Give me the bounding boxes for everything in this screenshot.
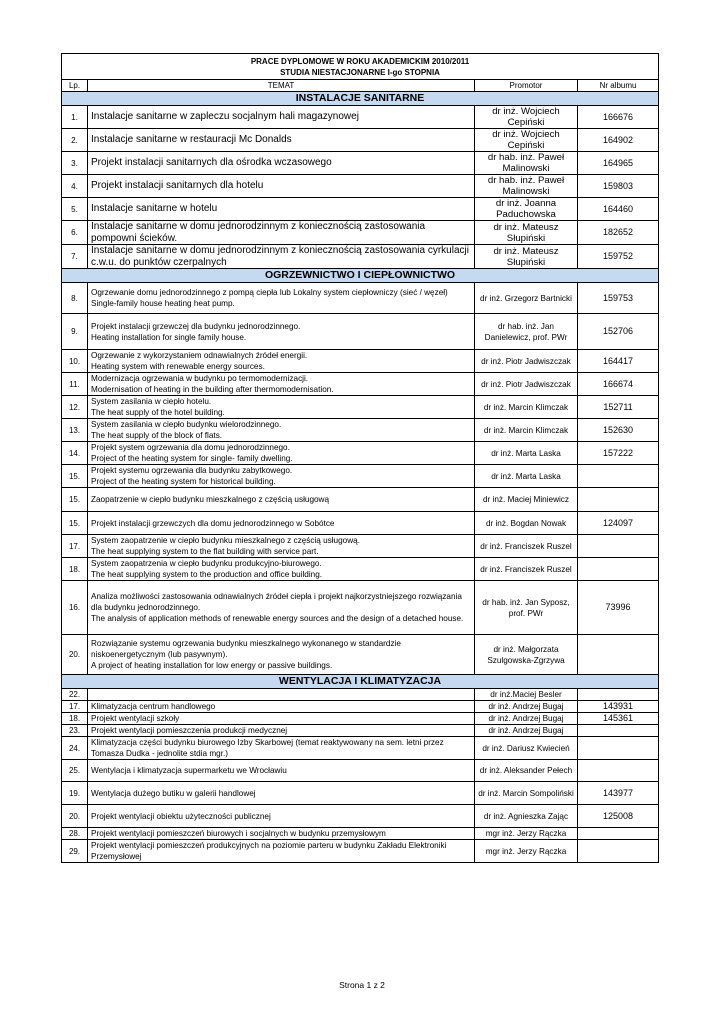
table-row <box>62 373 659 396</box>
cell-album <box>578 725 659 737</box>
cell-lp: 14. <box>62 442 88 465</box>
cell-topic: System zaopatrzenia w ciepło budynku produkcyjno-biurowego. The heat supplying system to the production and office building. <box>88 558 475 581</box>
table-row <box>62 840 659 863</box>
cell-album <box>578 737 659 760</box>
cell-topic: Instalacje sanitarne w zapleczu socjalnym hali magazynowej <box>88 106 475 129</box>
cell-promoter: dr inż. Joanna Paduchowska <box>475 198 578 221</box>
table-row <box>62 635 659 675</box>
table-row <box>62 198 659 221</box>
cell-topic: Projekt wentylacji pomieszczeń biurowych i socjalnych w budynku przemysłowym <box>88 828 475 840</box>
cell-lp: 25. <box>62 760 88 782</box>
table-row <box>62 689 659 701</box>
cell-lp: 22. <box>62 689 88 701</box>
cell-album: 159753 <box>578 283 659 314</box>
cell-album <box>578 558 659 581</box>
cell-promoter: dr inż. Franciszek Ruszel <box>475 558 578 581</box>
table-row <box>62 106 659 129</box>
cell-lp: 19. <box>62 782 88 805</box>
column-header-lp: Lp. <box>62 80 88 92</box>
cell-lp: 28. <box>62 828 88 840</box>
cell-lp: 20. <box>62 805 88 828</box>
table-row <box>62 701 659 713</box>
cell-lp: 5. <box>62 198 88 221</box>
cell-album <box>578 488 659 512</box>
cell-promoter: dr inż. Marcin Klimczak <box>475 419 578 442</box>
cell-topic: Projekt instalacji grzewczych dla domu jednorodzinnego w Sobótce <box>88 512 475 535</box>
table-row <box>62 760 659 782</box>
cell-album <box>578 635 659 675</box>
cell-topic: Klimatyzacja centrum handlowego <box>88 701 475 713</box>
section-title: WENTYLACJA I KLIMATYZACJA <box>62 675 659 689</box>
cell-promoter: dr hab. inż. Jan Syposz, prof. PWr <box>475 581 578 635</box>
cell-album: 145361 <box>578 713 659 725</box>
cell-promoter: dr hab. inż. Paweł Malinowski <box>475 175 578 198</box>
table-row <box>62 558 659 581</box>
table-row <box>62 175 659 198</box>
cell-lp: 23. <box>62 725 88 737</box>
cell-topic: Projekt instalacji sanitarnych dla hotelu <box>88 175 475 198</box>
cell-topic: Rozwiązanie systemu ogrzewania budynku mieszkalnego wykonanego w standardzie niskoenergetycznym (lub pasywnym). A project of heating installation for low energy or passive buildings. <box>88 635 475 675</box>
table-row <box>62 221 659 245</box>
cell-album <box>578 465 659 488</box>
cell-promoter: dr inż. Aleksander Pełech <box>475 760 578 782</box>
table-row <box>62 283 659 314</box>
table-row <box>62 535 659 558</box>
cell-lp: 15. <box>62 488 88 512</box>
cell-promoter: dr inż. Piotr Jadwiszczak <box>475 350 578 373</box>
cell-topic: Instalacje sanitarne w restauracji Mc Donalds <box>88 129 475 152</box>
cell-topic: Modernizacja ogrzewania w budynku po termomodernizacji. Modernisation of heating in the building after thermomodernisation. <box>88 373 475 396</box>
cell-album <box>578 760 659 782</box>
cell-promoter: dr inż. Wojciech Cepiński <box>475 129 578 152</box>
cell-topic: Instalacje sanitarne w hotelu <box>88 198 475 221</box>
cell-lp: 1. <box>62 106 88 129</box>
cell-lp: 24. <box>62 737 88 760</box>
section-header <box>62 269 659 283</box>
cell-promoter: dr inż. Marcin Sompoliński <box>475 782 578 805</box>
section-title: INSTALACJE SANITARNE <box>62 92 659 106</box>
document-subtitle: STUDIA NIESTACJONARNE I-go STOPNIA <box>62 67 659 80</box>
document-title: PRACE DYPLOMOWE W ROKU AKADEMICKIM 2010/2011 <box>62 54 659 68</box>
cell-album: 159752 <box>578 245 659 269</box>
column-header-promoter: Promotor <box>475 80 578 92</box>
table-row <box>62 396 659 419</box>
cell-album: 143977 <box>578 782 659 805</box>
cell-topic: Wentylacja i klimatyzacja supermarketu we Wrocławiu <box>88 760 475 782</box>
cell-topic: System zasilania w ciepło hotelu. The heat supply of the hotel building. <box>88 396 475 419</box>
cell-promoter: mgr inż. Jerzy Rączka <box>475 840 578 863</box>
cell-album: 166674 <box>578 373 659 396</box>
cell-promoter: mgr inż. Jerzy Rączka <box>475 828 578 840</box>
cell-promoter: dr inż. Wojciech Cepiński <box>475 106 578 129</box>
section-header <box>62 675 659 689</box>
table-row <box>62 465 659 488</box>
cell-promoter: dr inż. Andrzej Bugaj <box>475 713 578 725</box>
cell-promoter: dr inż. Marcin Klimczak <box>475 396 578 419</box>
cell-lp: 18. <box>62 713 88 725</box>
cell-album: 157222 <box>578 442 659 465</box>
table-row <box>62 512 659 535</box>
table-row <box>62 245 659 269</box>
cell-topic: Projekt wentylacji szkoły <box>88 713 475 725</box>
table-row <box>62 805 659 828</box>
cell-album: 164902 <box>578 129 659 152</box>
cell-topic: Projekt wentylacji obiektu użyteczności publicznej <box>88 805 475 828</box>
cell-lp: 18. <box>62 558 88 581</box>
cell-topic: Ogrzewanie z wykorzystaniem odnawialnych źródeł energii. Heating system with renewable energy sources. <box>88 350 475 373</box>
table-row <box>62 152 659 175</box>
cell-topic: Ogrzewanie domu jednorodzinnego z pompą ciepła lub Lokalny system ciepłowniczy (sieć / węzeł) Single-family house heating heat pump. <box>88 283 475 314</box>
cell-topic: Projekt wentylacji pomieszczenia produkcji medycznej <box>88 725 475 737</box>
cell-lp: 15. <box>62 465 88 488</box>
cell-lp: 6. <box>62 221 88 245</box>
cell-promoter: dr inż. Agnieszka Zając <box>475 805 578 828</box>
cell-topic: Wentylacja dużego butiku w galerii handlowej <box>88 782 475 805</box>
cell-promoter: dr inż. Andrzej Bugaj <box>475 725 578 737</box>
cell-topic: Projekt wentylacji pomieszczeń produkcyjnych na poziomie parteru w budynku Zakładu Elektroniki Przemysłowej <box>88 840 475 863</box>
table-row <box>62 314 659 350</box>
cell-promoter: dr inż. Maciej Miniewicz <box>475 488 578 512</box>
page-footer: Strona 1 z 2 <box>339 980 385 990</box>
cell-album <box>578 840 659 863</box>
cell-album: 124097 <box>578 512 659 535</box>
cell-lp: 9. <box>62 314 88 350</box>
cell-album: 159803 <box>578 175 659 198</box>
thesis-table <box>61 53 659 863</box>
cell-topic: Projekt instalacji grzewczej dla budynku jednorodzinnego. Heating installation for single family house. <box>88 314 475 350</box>
cell-topic: Klimatyzacja części budynku biurowego Izby Skarbowej (temat reaktywowany na sem. letni przez Tomasza Dudka - jednolite stdia mgr.) <box>88 737 475 760</box>
cell-album: 152706 <box>578 314 659 350</box>
cell-topic: Projekt systemu ogrzewania dla budynku zabytkowego. Project of the heating system for historical building. <box>88 465 475 488</box>
cell-promoter: dr inż. Marta Laska <box>475 442 578 465</box>
table-row <box>62 581 659 635</box>
cell-promoter: dr inż. Mateusz Słupiński <box>475 221 578 245</box>
table-row <box>62 442 659 465</box>
cell-topic: System zasilania w ciepło budynku wielorodzinnego. The heat supply of the block of flats. <box>88 419 475 442</box>
cell-lp: 2. <box>62 129 88 152</box>
cell-promoter: dr inż. Małgorzata Szulgowska-Zgrzywa <box>475 635 578 675</box>
table-header <box>62 80 659 92</box>
table-row <box>62 488 659 512</box>
cell-album: 152711 <box>578 396 659 419</box>
cell-album: 125008 <box>578 805 659 828</box>
cell-promoter: dr inż.Maciej Besler <box>475 689 578 701</box>
cell-promoter: dr inż. Mateusz Słupiński <box>475 245 578 269</box>
cell-album: 166676 <box>578 106 659 129</box>
cell-album: 164417 <box>578 350 659 373</box>
cell-lp: 17. <box>62 701 88 713</box>
cell-topic: Projekt instalacji sanitarnych dla ośrodka wczasowego <box>88 152 475 175</box>
cell-promoter: dr hab. inż. Paweł Malinowski <box>475 152 578 175</box>
cell-promoter: dr inż. Grzegorz Bartnicki <box>475 283 578 314</box>
section-title: OGRZEWNICTWO I CIEPŁOWNICTWO <box>62 269 659 283</box>
cell-promoter: dr inż. Bogdan Nowak <box>475 512 578 535</box>
table-row <box>62 828 659 840</box>
cell-album <box>578 828 659 840</box>
cell-lp: 16. <box>62 581 88 635</box>
column-header-album: Nr albumu <box>578 80 659 92</box>
cell-lp: 3. <box>62 152 88 175</box>
cell-lp: 17. <box>62 535 88 558</box>
cell-promoter: dr inż. Franciszek Ruszel <box>475 535 578 558</box>
thesis-table-sheet <box>61 53 658 863</box>
table-row <box>62 737 659 760</box>
cell-lp: 10. <box>62 350 88 373</box>
table-row <box>62 350 659 373</box>
cell-lp: 13. <box>62 419 88 442</box>
cell-lp: 7. <box>62 245 88 269</box>
cell-album <box>578 535 659 558</box>
cell-topic: System zaopatrzenie w ciepło budynku mieszkalnego z częścią usługową. The heat supplying system to the flat building with service part. <box>88 535 475 558</box>
cell-album: 164460 <box>578 198 659 221</box>
cell-topic: Instalacje sanitarne w domu jednorodzinnym z koniecznością zastosowania pompowni ścieków. <box>88 221 475 245</box>
cell-album: 143931 <box>578 701 659 713</box>
cell-promoter: dr inż. Piotr Jadwiszczak <box>475 373 578 396</box>
cell-topic: Projekt system ogrzewania dla domu jednorodzinnego. Project of the heating system for single- family dwelling. <box>88 442 475 465</box>
cell-promoter: dr inż. Marta Laska <box>475 465 578 488</box>
cell-lp: 8. <box>62 283 88 314</box>
cell-lp: 29. <box>62 840 88 863</box>
cell-topic: Analiza możliwości zastosowania odnawialnych źródeł ciepła i projekt najkorzystniejszego rozwiązania dla budynku jednorodzinnego. The analysis of application methods of renewable energy sources and the design of a detached house. <box>88 581 475 635</box>
cell-topic <box>88 689 475 701</box>
cell-lp: 15. <box>62 512 88 535</box>
column-header-topic: TEMAT <box>88 80 475 92</box>
cell-topic: Zaopatrzenie w ciepło budynku mieszkalnego z częścią usługową <box>88 488 475 512</box>
section-header <box>62 92 659 106</box>
table-row <box>62 129 659 152</box>
cell-topic: Instalacje sanitarne w domu jednorodzinnym z koniecznością zastosowania cyrkulacji c.w.u. do punktów czerpalnych <box>88 245 475 269</box>
cell-lp: 4. <box>62 175 88 198</box>
table-row <box>62 419 659 442</box>
table-row <box>62 725 659 737</box>
cell-promoter: dr inż. Andrzej Bugaj <box>475 701 578 713</box>
table-row <box>62 713 659 725</box>
cell-album: 152630 <box>578 419 659 442</box>
table-row <box>62 782 659 805</box>
cell-album: 164965 <box>578 152 659 175</box>
cell-lp: 11. <box>62 373 88 396</box>
cell-album: 182652 <box>578 221 659 245</box>
cell-lp: 12. <box>62 396 88 419</box>
cell-lp: 20. <box>62 635 88 675</box>
cell-promoter: dr inż. Dariusz Kwiecień <box>475 737 578 760</box>
cell-promoter: dr hab. inż. Jan Danielewicz, prof. PWr <box>475 314 578 350</box>
cell-album: 73996 <box>578 581 659 635</box>
cell-album <box>578 689 659 701</box>
